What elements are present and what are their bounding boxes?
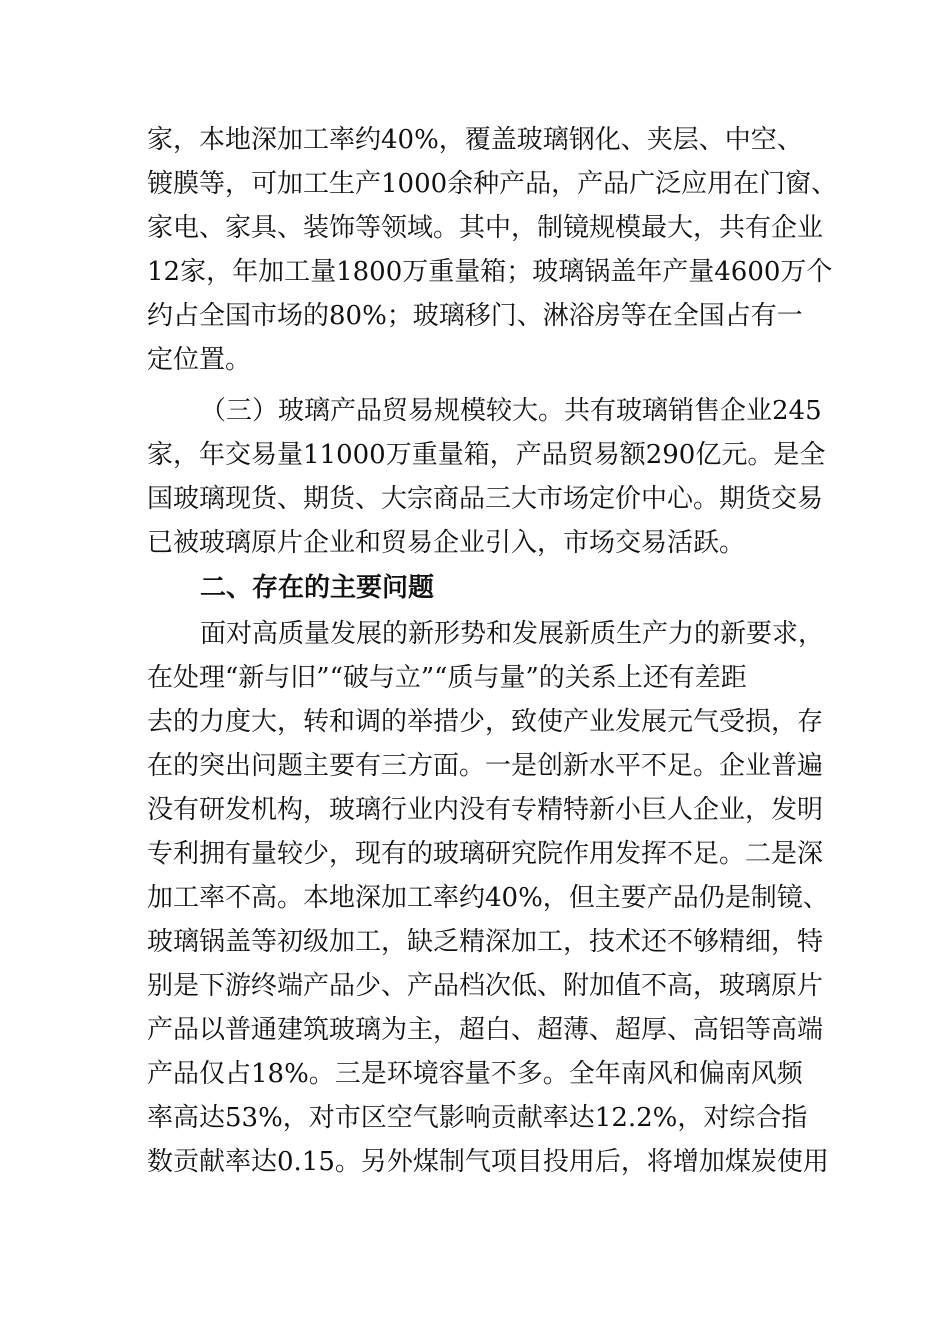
paragraph-line: 率高达53%，对市区空气影响贡献率达12.2%，对综合指: [147, 1103, 808, 1133]
paragraph-line: 专利拥有量较少，现有的玻璃研究院作用发挥不足。二是深: [147, 839, 824, 869]
paragraph-line: 加工率不高。本地深加工率约40%，但主要产品仍是制镜、: [147, 883, 829, 913]
paragraph-line: 面对高质量发展的新形势和发展新质生产力的新要求，: [200, 619, 825, 649]
paragraph-line: 已被玻璃原片企业和贸易企业引入，市场交易活跃。: [147, 528, 746, 558]
paragraph-line: 家电、家具、装饰等领域。其中，制镜规模最大，共有企业: [147, 213, 824, 243]
paragraph-line: 在的突出问题主要有三方面。一是创新水平不足。企业普遍: [147, 751, 824, 781]
paragraph-line: 别是下游终端产品少、产品档次低、附加值不高，玻璃原片: [147, 971, 824, 1001]
paragraph-line: 玻璃锅盖等初级加工，缺乏精深加工，技术还不够精细，特: [147, 927, 824, 957]
paragraph-line: 12家，年加工量1800万重量箱；玻璃锅盖年产量4600万个: [147, 257, 833, 287]
paragraph-line: 数贡献率达0.15。另外煤制气项目投用后，将增加煤炭使用: [147, 1147, 829, 1177]
paragraph-line: 没有研发机构，玻璃行业内没有专精特新小巨人企业，发明: [147, 795, 824, 825]
paragraph-line: 定位置。: [147, 345, 252, 375]
section-paragraph-start: （三）玻璃产品贸易规模较大。共有玻璃销售企业245: [200, 396, 822, 426]
paragraph-line: 去的力度大，转和调的举措少，致使产业发展元气受损，存: [147, 707, 824, 737]
paragraph-line: 在处理“新与旧”“破与立”“质与量”的关系上还有差距: [147, 663, 747, 693]
section-heading: 二、存在的主要问题: [200, 573, 435, 603]
paragraph-line: 产品仅占18%。三是环境容量不多。全年南风和偏南风频: [147, 1059, 803, 1089]
paragraph-line: 约占全国市场的80%；玻璃移门、淋浴房等在全国占有一: [147, 301, 803, 331]
paragraph-line: 家，年交易量11000万重量箱，产品贸易额290亿元。是全: [147, 440, 826, 470]
paragraph-line: 产品以普通建筑玻璃为主，超白、超薄、超厚、高铝等高端: [147, 1015, 824, 1045]
paragraph-line: 镀膜等，可加工生产1000余种产品，产品广泛应用在门窗、: [147, 169, 837, 199]
paragraph-line: 家，本地深加工率约40%，覆盖玻璃钢化、夹层、中空、: [147, 125, 803, 155]
paragraph-line: 国玻璃现货、期货、大宗商品三大市场定价中心。期货交易: [147, 484, 824, 514]
